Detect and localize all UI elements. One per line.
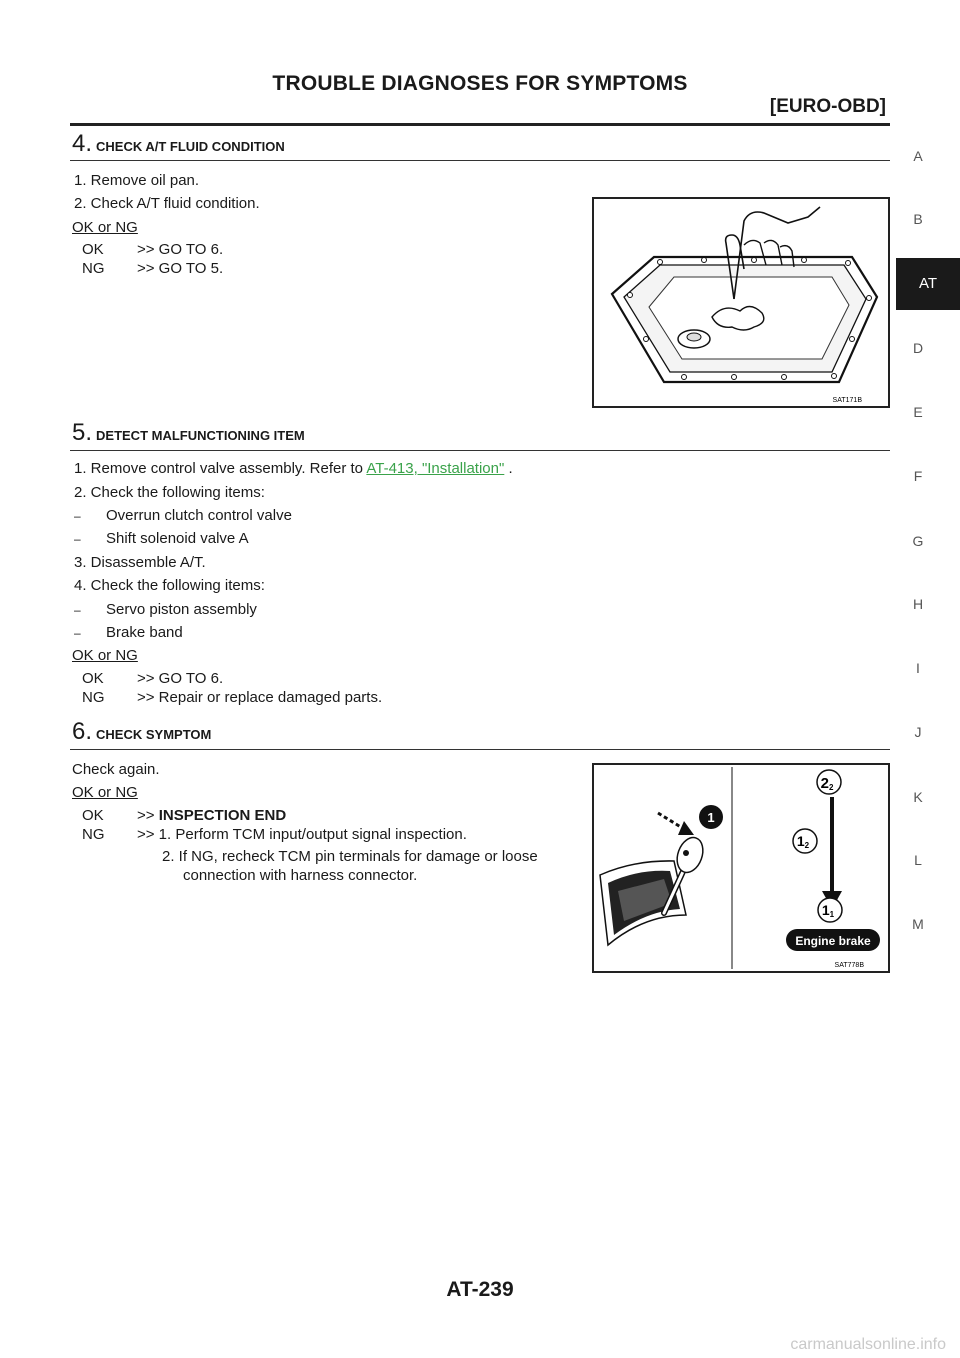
engine-brake-illustration	[594, 765, 888, 971]
side-index-e[interactable]: E	[913, 404, 923, 420]
step-6-ng-sub-2: connection with harness connector.	[183, 867, 418, 884]
figure-label-2-2: 22	[820, 775, 834, 792]
figure-id-sat778b: SAT778B	[834, 962, 864, 969]
step-5-line-2: 2. Check the following items:	[74, 484, 265, 501]
side-index-l[interactable]: L	[914, 852, 922, 868]
header-rule	[70, 123, 890, 126]
side-index-k[interactable]: K	[913, 789, 923, 805]
step-5-result-ok: OK >> GO TO 6.	[82, 670, 224, 687]
page-number: AT-239	[446, 1278, 514, 1301]
watermark: carmanualsonline.info	[790, 1336, 946, 1353]
step-4-result-ok: OK >> GO TO 6.	[82, 241, 224, 258]
step-4-line-2: 2. Check A/T fluid condition.	[74, 195, 260, 212]
step-6-ng-sub-1: 2. If NG, recheck TCM pin terminals for damage or loose	[162, 848, 538, 865]
step-4-heading: 4. CHECK A/T FLUID CONDITION	[72, 130, 285, 157]
step-5-line-3: 3. Disassemble A/T.	[74, 554, 206, 571]
step-5-result-ng: NG >> Repair or replace damaged parts.	[82, 689, 383, 706]
engine-brake-figure	[592, 763, 890, 973]
step-6-result-ng: NG >> 1. Perform TCM input/output signal inspection.	[82, 826, 467, 843]
page-title: TROUBLE DIAGNOSES FOR SYMPTOMS	[272, 72, 688, 95]
step-5-line-1: 1. Remove control valve assembly. Refer to AT-413, "Installation" .	[74, 460, 513, 477]
step-4-result-ng: NG >> GO TO 5.	[82, 260, 224, 277]
figure-badge-label: 1	[707, 810, 715, 825]
step-6-heading: 6. CHECK SYMPTOM	[72, 718, 212, 745]
side-index-f[interactable]: F	[913, 468, 923, 484]
page-subtitle: [EURO-OBD]	[769, 96, 886, 117]
step-5-item-servo: – Servo piston assembly	[74, 601, 257, 618]
step-4-line-1: 1. Remove oil pan.	[74, 172, 200, 189]
step-6-rule	[70, 749, 890, 750]
step-4-ok-or-ng: OK or NG	[72, 219, 138, 236]
side-index-h[interactable]: H	[912, 596, 924, 612]
side-index-g[interactable]: G	[912, 533, 924, 549]
side-index-i[interactable]: I	[916, 660, 920, 676]
side-index-j[interactable]: J	[914, 724, 922, 740]
step-6-ok-or-ng: OK or NG	[72, 784, 138, 801]
oil-pan-figure	[592, 197, 890, 408]
installation-link[interactable]: AT-413, "Installation"	[366, 460, 505, 477]
side-index-b[interactable]: B	[913, 211, 923, 227]
oil-pan-illustration	[594, 199, 888, 406]
side-index-m[interactable]: M	[912, 916, 924, 932]
step-5-item-solenoid: – Shift solenoid valve A	[74, 530, 249, 547]
figure-label-1-2: 12	[796, 833, 810, 850]
figure-id-sat171b: SAT171B	[832, 397, 862, 404]
side-index-a[interactable]: A	[913, 148, 923, 164]
figure-label-1-1: 11	[821, 902, 835, 919]
step-5-line-4: 4. Check the following items:	[74, 577, 265, 594]
step-4-rule	[70, 160, 890, 161]
step-5-rule	[70, 450, 890, 451]
side-index-d[interactable]: D	[912, 340, 924, 356]
engine-brake-pill: Engine brake	[795, 934, 871, 948]
step-5-heading: 5. DETECT MALFUNCTIONING ITEM	[72, 419, 305, 446]
step-6-line: Check again.	[72, 761, 160, 778]
step-5-ok-or-ng: OK or NG	[72, 647, 138, 664]
step-5-item-overrun: – Overrun clutch control valve	[74, 507, 292, 524]
step-6-result-ok: OK >> INSPECTION END	[82, 807, 287, 824]
step-5-item-brake: – Brake band	[74, 624, 183, 641]
side-index-active[interactable]: AT	[896, 258, 960, 310]
